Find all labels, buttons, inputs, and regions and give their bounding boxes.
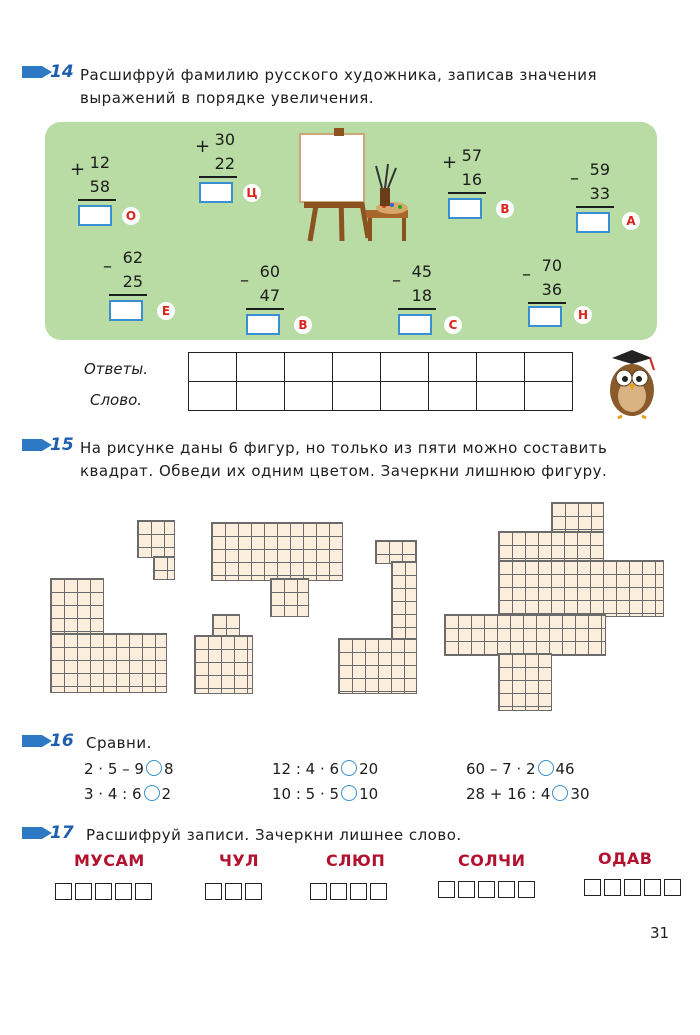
figure-part [498,560,664,617]
comparison-left: 2 · 5 – 9 [84,760,144,778]
word-cell[interactable] [381,382,429,411]
task-marker [22,66,42,78]
figure-part [444,614,606,656]
comparison-right: 30 [570,785,590,803]
operator: – [103,256,112,277]
answer-box[interactable] [199,182,233,203]
task-marker [22,439,42,451]
page-number: 31 [650,924,670,942]
task-number: 15 [50,435,74,455]
answer-box[interactable] [576,212,610,233]
scrambled-word: ОДАВ [598,849,653,868]
operator: – [392,270,401,291]
operand: 18 [411,286,432,305]
comparison-right: 2 [161,785,172,803]
scrambled-word: СОЛЧИ [458,851,526,870]
compare-circle[interactable] [341,760,357,776]
answer-boxes[interactable] [55,883,152,899]
scrambled-word: МУСАМ [74,851,145,870]
answer-cell[interactable] [237,353,285,382]
line [78,199,116,201]
answer-box[interactable] [246,314,280,335]
figure-part [270,578,309,617]
letter-badge: С [444,316,462,334]
comparison-left: 12 : 4 · 6 [272,760,340,778]
task-number: 14 [50,62,74,82]
answer-box[interactable] [448,198,482,219]
answer-cell[interactable] [429,353,477,382]
line [528,302,566,304]
operand: 36 [541,280,562,299]
task-number: 16 [50,731,74,751]
figure-part [391,561,417,641]
figure-part [50,633,167,693]
compare-circle[interactable] [538,760,554,776]
word-cell[interactable] [333,382,381,411]
figure-part [50,578,104,636]
word-cell[interactable] [477,382,525,411]
comparison-right: 46 [555,760,575,778]
letter-badge: О [122,207,140,225]
example-a [570,160,636,240]
comparison-right: 20 [359,760,379,778]
operator: – [240,270,249,291]
compare-circle[interactable] [144,785,160,801]
answer-box[interactable] [78,205,112,226]
answer-boxes[interactable] [584,879,681,895]
word-label: Слово. [90,391,143,409]
answer-cell[interactable] [189,353,237,382]
answer-cell[interactable] [477,353,525,382]
compare-circle[interactable] [146,760,162,776]
task-text: Расшифруй записи. Зачеркни лишнее слово. [86,826,462,844]
task-text: квадрат. Обведи их одним цветом. Зачеркни лишнюю фигуру. [80,462,608,480]
answer-boxes[interactable] [205,883,262,899]
operand: 12 [89,153,110,172]
operand: 57 [461,146,482,165]
answer-cell[interactable] [333,353,381,382]
comparison-left: 10 : 5 · 5 [272,785,340,803]
figure-part [194,635,253,694]
answer-boxes[interactable] [438,881,535,897]
operand: 22 [214,154,235,173]
line [448,192,486,194]
operand: 30 [214,130,235,149]
comparison [466,785,590,803]
line [576,206,614,208]
figure-part [338,638,417,694]
operand: 60 [259,262,280,281]
operand: 16 [461,170,482,189]
figure-part [498,653,552,711]
compare-circle[interactable] [552,785,568,801]
figure-part [551,502,604,534]
word-cell[interactable] [285,382,333,411]
comparison-left: 60 – 7 · 2 [466,760,536,778]
compare-circle[interactable] [341,785,357,801]
line [109,294,147,296]
operand: 59 [589,160,610,179]
answers-row [189,353,573,382]
answer-boxes[interactable] [310,883,387,899]
letter-badge: Ц [243,184,261,202]
owl-illustration [600,346,664,420]
scrambled-word: СЛЮП [326,851,386,870]
operator: – [522,264,531,285]
comparison-right: 10 [359,785,379,803]
task-number: 17 [50,823,74,843]
comparison-right: 8 [163,760,174,778]
comparison [84,785,171,803]
letter-badge: В [496,200,514,218]
operator: + [195,136,211,157]
scrambled-word: ЧУЛ [219,851,260,870]
answers-table [188,352,573,411]
answer-box[interactable] [398,314,432,335]
line [246,308,284,310]
operator: + [442,152,458,173]
example-s [392,262,458,342]
operand: 58 [89,177,110,196]
figure-part [211,522,343,581]
operator: – [570,168,579,189]
operand: 25 [122,272,143,291]
example-v2 [240,262,308,342]
line [199,176,237,178]
comparison [84,760,174,778]
letter-badge: Н [574,306,592,324]
operand: 47 [259,286,280,305]
task-text: На рисунке даны 6 фигур, но только из пяти можно составить [80,439,608,457]
task-title: Сравни. [86,734,152,752]
answer-cell[interactable] [525,353,573,382]
task-marker [22,827,42,839]
operand: 62 [122,248,143,267]
task-marker [22,735,42,747]
example-v [442,146,510,226]
example-o [70,153,137,233]
operand: 45 [411,262,432,281]
comparison [272,785,378,803]
answers-label: Ответы. [84,360,148,378]
figure-part [137,520,175,558]
example-n [522,256,589,336]
answer-cell[interactable] [285,353,333,382]
example-e [103,248,171,328]
task-text: Расшифруй фамилию русского художника, записав значения [80,66,598,84]
operator: + [70,159,86,180]
word-row [189,382,573,411]
word-cell[interactable] [237,382,285,411]
comparison-left: 28 + 16 : 4 [466,785,551,803]
letter-badge: А [622,212,640,230]
line [398,308,436,310]
answer-box[interactable] [109,300,143,321]
answer-box[interactable] [528,306,562,327]
word-cell[interactable] [429,382,477,411]
example-ts [195,130,258,210]
comparison-left: 3 · 4 : 6 [84,785,142,803]
figure-part [498,531,604,563]
easel-illustration [296,126,420,246]
letter-badge: Е [157,302,175,320]
figure-part [153,556,175,580]
word-cell[interactable] [189,382,237,411]
letter-badge: В [294,316,312,334]
operand: 70 [541,256,562,275]
comparison [272,760,378,778]
operand: 33 [589,184,610,203]
task-text: выражений в порядке увеличения. [80,89,374,107]
comparison [466,760,575,778]
word-cell[interactable] [525,382,573,411]
answer-cell[interactable] [381,353,429,382]
